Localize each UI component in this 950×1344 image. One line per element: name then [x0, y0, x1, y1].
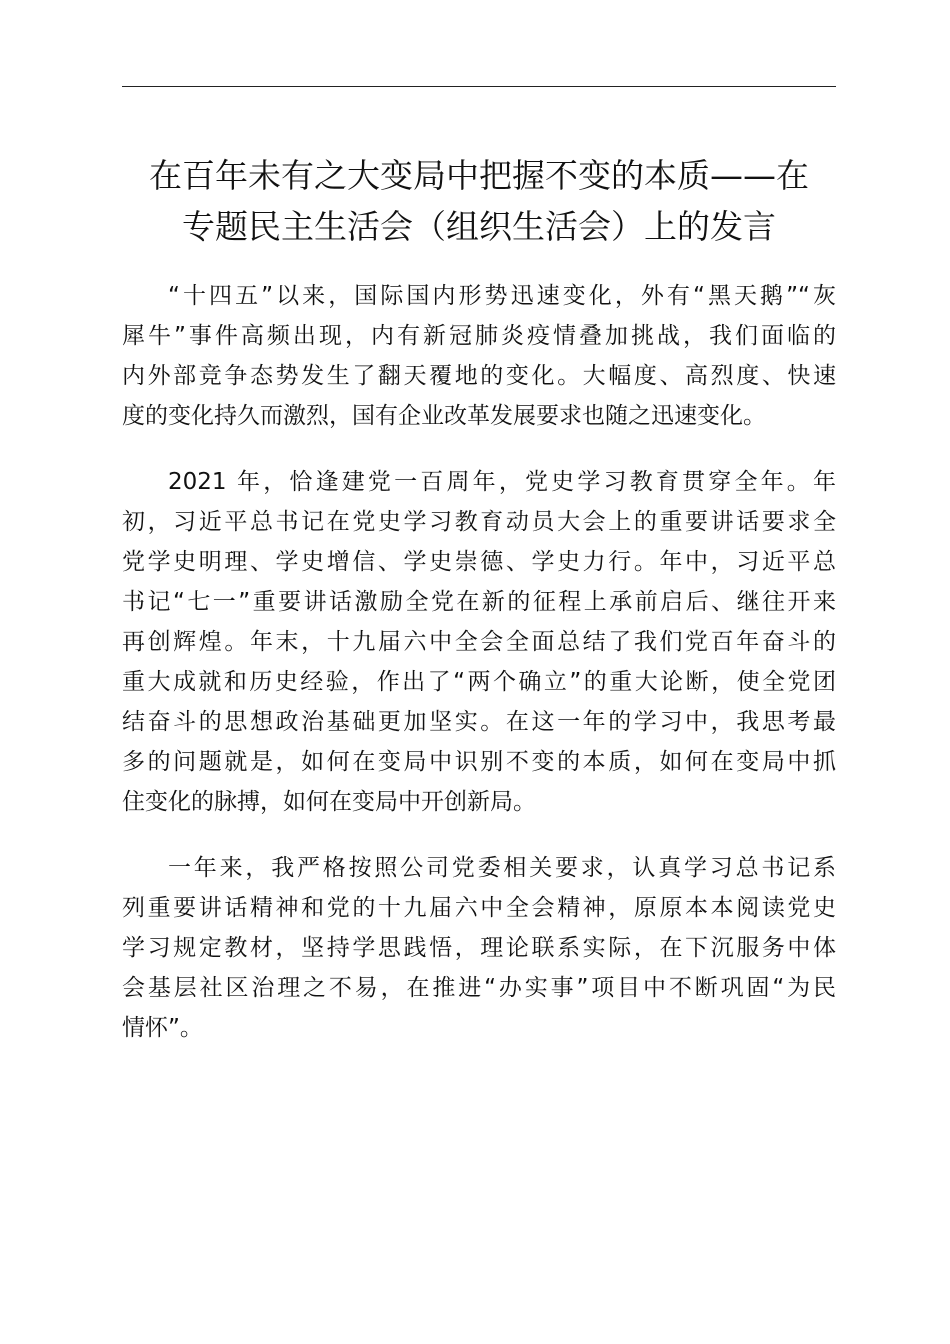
text-line: 多的问题就是，如何在变局中识别不变的本质，如何在变局中抓: [122, 749, 836, 775]
text-line: “十四五”以来，国际国内形势迅速变化，外有“黑天鹅”“灰: [168, 283, 836, 309]
text-line: 犀牛”事件高频出现，内有新冠肺炎疫情叠加挑战，我们面临的: [122, 323, 836, 349]
text-line: 书记“七一”重要讲话激励全党在新的征程上承前启后、继往开来: [122, 589, 836, 615]
document-body: [122, 276, 836, 1074]
text-line: 党学史明理、学史增信、学史崇德、学史力行。年中，习近平总: [122, 549, 836, 575]
document-title: [112, 150, 846, 252]
paragraph-1: [122, 276, 836, 436]
text-line: 2021 年，恰逢建党一百周年，党史学习教育贯穿全年。年: [168, 469, 836, 495]
text-line: 会基层社区治理之不易，在推进“办实事”项目中不断巩固“为民: [122, 975, 836, 1001]
text-line: 结奋斗的思想政治基础更加坚实。在这一年的学习中，我思考最: [122, 709, 836, 735]
text-line: 度的变化持久而激烈，国有企业改革发展要求也随之迅速变化。: [122, 403, 766, 429]
text-line: 初，习近平总书记在党史学习教育动员大会上的重要讲话要求全: [122, 509, 836, 535]
text-line: 列重要讲话精神和党的十九届六中全会精神，原原本本阅读党史: [122, 895, 836, 921]
paragraph-2: [122, 462, 836, 822]
title-line: 专题民主生活会（组织生活会）上的发言: [182, 207, 776, 246]
title-line: 在百年未有之大变局中把握不变的本质——在: [149, 156, 809, 195]
text-line: 重大成就和历史经验，作出了“两个确立”的重大论断，使全党团: [122, 669, 836, 695]
text-line: 再创辉煌。年末，十九届六中全会全面总结了我们党百年奋斗的: [122, 629, 836, 655]
text-line: 住变化的脉搏，如何在变局中开创新局。: [122, 789, 536, 815]
text-line: 情怀”。: [122, 1015, 203, 1041]
paragraph-3: [122, 848, 836, 1048]
text-line: 内外部竞争态势发生了翻天覆地的变化。大幅度、高烈度、快速: [122, 363, 836, 389]
header-rule: [122, 86, 836, 87]
text-line: 学习规定教材，坚持学思践悟，理论联系实际，在下沉服务中体: [122, 935, 836, 961]
text-line: 一年来，我严格按照公司党委相关要求，认真学习总书记系: [168, 855, 836, 881]
